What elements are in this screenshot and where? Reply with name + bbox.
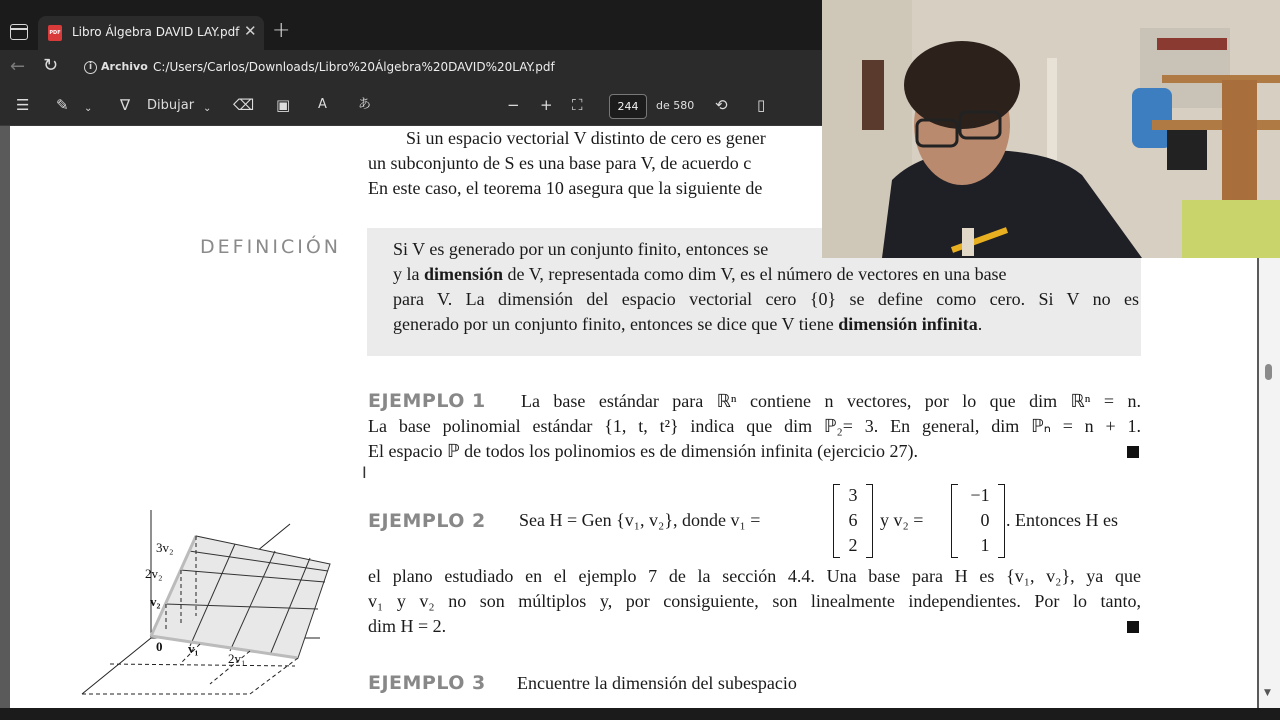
example-label: EJEMPLO 1 [368, 390, 486, 412]
intro-line: Si un espacio vectorial V distinto de cero es gener [406, 128, 766, 148]
example-text: y v₂ = [880, 510, 924, 530]
chevron-down-icon[interactable]: ⌄ [84, 103, 93, 114]
tab-actions-icon[interactable] [10, 24, 28, 40]
example-line: La base estándar para ℝⁿ contiene n vectores, por lo que dim ℝⁿ = n. [521, 391, 1141, 411]
definition-text: . [977, 314, 983, 334]
definition-line [393, 314, 982, 335]
definition-text: y la [393, 264, 424, 284]
pdf-file-icon: PDF [48, 25, 62, 41]
page-view-icon[interactable]: ▯ [757, 96, 766, 114]
matrix-cell: 6 [848, 510, 858, 530]
definition-label: DEFINICIÓN [200, 236, 342, 258]
intro-line: En este caso, el teorema 10 asegura que la siguiente de [368, 178, 763, 198]
read-aloud-icon[interactable]: A [318, 97, 327, 112]
scrollbar-thumb[interactable] [1265, 364, 1272, 380]
webcam-overlay [822, 0, 1280, 258]
intro-line: un subconjunto de S es una base para V, de acuerdo c [368, 153, 752, 173]
definition-term: dimensión [424, 264, 504, 284]
back-arrow-icon[interactable]: ← [10, 56, 26, 77]
example-line: dim H = 2. [368, 616, 447, 636]
appliance [1167, 130, 1207, 170]
qed-mark [1127, 446, 1139, 458]
definition-line [393, 264, 1007, 285]
translate-icon[interactable]: あ [358, 97, 372, 112]
example-line: el plano estudiado en el ejemplo 7 de la sección 4.4. Una base para H es {v₁, v₂}, ya que [368, 566, 1141, 586]
example-label: EJEMPLO 3 [368, 672, 486, 694]
matrix-bracket [998, 484, 1005, 558]
example-line: v₁ y v₂ no son múltiplos y, por consiguiente, son linealmente independientes. Por lo tanto, [368, 591, 1141, 611]
new-tab-icon[interactable]: + [272, 18, 291, 43]
qed-mark [1127, 621, 1139, 633]
text-cursor-icon: I [362, 463, 367, 482]
matrix-cell: −1 [970, 485, 990, 505]
definition-line: para V. La dimensión del espacio vectorial cero {0} se define como cero. Si V no es [393, 289, 1139, 309]
taskbar-edge [0, 708, 1280, 720]
rotate-icon[interactable]: ⟲ [715, 96, 728, 114]
close-icon[interactable]: ✕ [244, 22, 257, 40]
eraser-icon[interactable]: ⌫ [233, 96, 255, 114]
label-3v2: 3v₂ [156, 540, 174, 555]
definition-text: generado por un conjunto finito, entonces se dice que V tiene [393, 314, 839, 334]
text-box-icon[interactable]: ▣ [276, 96, 291, 114]
info-icon[interactable]: i [84, 61, 97, 74]
shelf-item [1157, 38, 1227, 50]
dashed-guide [110, 664, 295, 666]
contents-icon[interactable]: ☰ [16, 96, 30, 114]
matrix-cell: 1 [980, 535, 990, 555]
fit-page-icon[interactable]: ⛶ [572, 96, 583, 114]
matrix-cell: 3 [848, 485, 858, 505]
label-2v1: 2v₁ [228, 651, 246, 666]
webcam-image [822, 0, 1280, 258]
site-label: Archivo [101, 60, 148, 73]
tab-pdf[interactable] [38, 16, 264, 50]
plane-figure [70, 506, 360, 706]
dashed-guide [250, 658, 298, 694]
zoom-out-icon[interactable]: − [507, 96, 520, 114]
label-v1: v₁ [188, 641, 199, 656]
example-label: EJEMPLO 2 [368, 510, 486, 532]
example-text: . Entonces H es [1006, 510, 1118, 530]
example-line: La base polinomial estándar {1, t, t²} indica que dim ℙ₂= 3. En general, dim ℙₙ = n + 1. [368, 416, 1141, 436]
shelf [1152, 120, 1280, 130]
chevron-down-icon[interactable]: ⌄ [203, 103, 212, 114]
example-1 [368, 390, 486, 412]
green-object [1182, 200, 1280, 258]
definition-text: de V, representada como dim V, es el número de vectores en una base [503, 264, 1007, 284]
shelf-top [1162, 75, 1280, 83]
example-text: Sea H = Gen {v₁, v₂}, donde v₁ = [519, 510, 761, 530]
example-3 [368, 672, 486, 694]
zoom-in-icon[interactable]: + [540, 96, 553, 114]
matrix-cell: 2 [848, 535, 858, 555]
reload-icon[interactable]: ↻ [43, 55, 59, 76]
label-v2: v₂ [150, 594, 161, 609]
url-input[interactable]: C:/Users/Carlos/Downloads/Libro%20Álgebra%20DAVID%20LAY.pdf [153, 60, 555, 74]
draw-icon[interactable]: ∇ [120, 96, 131, 114]
wall-frame [862, 60, 884, 130]
definition-term: dimensión infinita [838, 314, 978, 334]
water-bottle [1132, 88, 1172, 148]
matrix-cell: 0 [980, 510, 990, 530]
label-origin: 0 [156, 639, 163, 654]
tab-title: Libro Álgebra DAVID LAY.pdf [72, 25, 240, 39]
label-2v2: 2v₂ [145, 566, 163, 581]
pen [962, 228, 974, 256]
figure-axis [82, 638, 151, 694]
example-text: Encuentre la dimensión del subespacio [517, 673, 797, 693]
page-number-input[interactable]: 244 [609, 94, 647, 119]
matrix-bracket [951, 484, 958, 558]
draw-button[interactable]: Dibujar [147, 98, 195, 113]
scroll-down-icon[interactable]: ▼ [1264, 688, 1271, 698]
example-2 [368, 510, 486, 532]
definition-line: Si V es generado por un conjunto finito, entonces se [393, 239, 769, 259]
matrix-bracket [866, 484, 873, 558]
example-line: El espacio ℙ de todos los polinomios es de dimensión infinita (ejercicio 27). [368, 441, 919, 461]
page-total: de 580 [656, 99, 695, 112]
cabinet [1222, 80, 1257, 200]
highlight-icon[interactable]: ✎ [56, 96, 69, 114]
